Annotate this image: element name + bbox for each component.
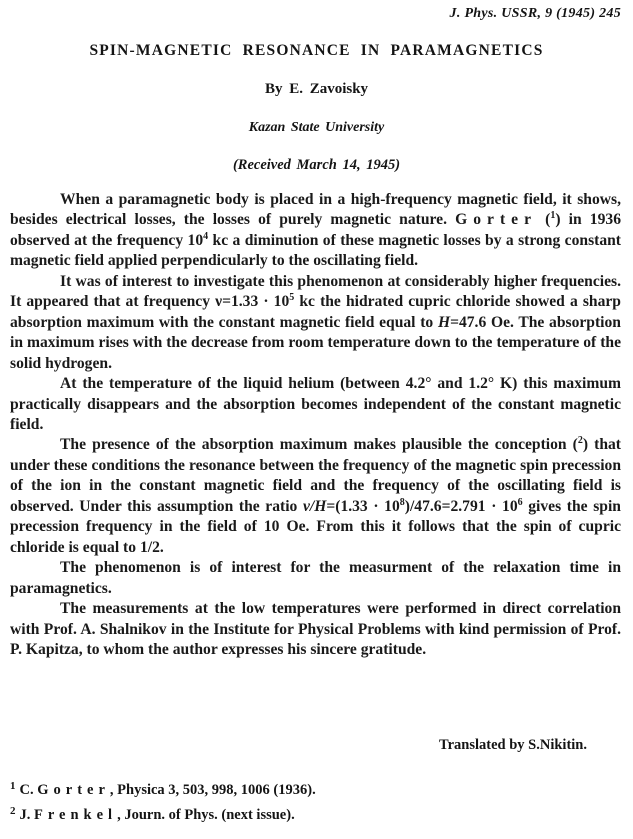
exponent: 5 [289, 292, 295, 304]
footnote-number: 2 [10, 805, 16, 817]
p1-text-c: kc a diminution of these magnetic losses by a strong constant magnetic field applied perpendicularly to the oscillating field. [10, 231, 621, 270]
footnote-author: Frenkel [34, 807, 118, 823]
paper-title: SPIN-MAGNETIC RESONANCE IN PARAMAGNETICS [89, 42, 544, 59]
p4-text-c: =(1.33 · 10 [326, 497, 400, 515]
article-body [10, 190, 621, 660]
paragraph-6: The measurements at the low temperatures were performed in direct correlation with Prof. A. Shalnikov in the Institute for Physical Problems with kind permission of Prof. P. Kapitza, to whom the author expresses his sincere gratitude. [10, 600, 621, 658]
paragraph-2 [10, 272, 621, 374]
reference-1[interactable]: 1 [550, 210, 556, 222]
footnote-initial: C. [19, 782, 38, 798]
reference-2[interactable]: 2 [577, 435, 583, 447]
p4-text-a: The presence of the absorption maximum makes plausible the conception ( [60, 436, 578, 454]
author-name-gorter: Gorter [455, 211, 537, 229]
affiliation: Kazan State University [248, 120, 385, 135]
footnote-citation: , Physica 3, 503, 998, 1006 (1936). [109, 782, 316, 798]
exponent: 4 [203, 230, 209, 242]
paragraph-1: When a paramagnetic body is placed in a high-frequency magnetic field, it shows, besides electrical losses, the losses of purely magnetic nature. Gorter ($^1$) in 1936 observed at the frequency $10^4$ kc a diminution of these magnetic losses by a strong constant magnetic field applied perpendicularly to the oscillating field. [10, 191, 621, 270]
p2-text-c: =47.6 Oe. The absorption in maximum rises with the decrease from room temperature down to the temperature of the solid hydrogen. [10, 313, 621, 372]
p1-text-b: in 1936 observed at the frequency 10 [10, 211, 621, 249]
footnotes [10, 776, 610, 826]
p2-text-a: It was of interest to investigate this phenomenon at considerably higher frequencies. It appeared that at frequency ν=1.33 · 10 [10, 272, 621, 311]
p4-text-d: )/47.6=2.791 · 10 [404, 497, 518, 515]
author-line: By E. Zavoisky [264, 81, 369, 97]
footnote-citation: , Journ. of Phys. (next issue). [117, 807, 295, 823]
paragraph-4 [10, 435, 621, 558]
p1-text-a: When a paramagnetic body is placed in a high-frequency magnetic field, it shows, besides electrical losses, the losses of purely magnetic nature. [10, 191, 621, 229]
footnote-initial: J. [19, 807, 34, 823]
received-date: (Received March 14, 1945) [232, 157, 401, 173]
exponent: 6 [517, 496, 523, 508]
paragraph-5: The phenomenon is of interest for the measurment of the relaxation time in paramagnetics. [10, 559, 621, 597]
translator-credit: Translated by S.Nikitin. [439, 737, 587, 753]
paragraph-3: At the temperature of the liquid helium (between 4.2° and 1.2° K) this maximum practically disappears and the absorption becomes independent of the constant magnetic field. [10, 375, 621, 433]
footnote-2 [10, 801, 610, 826]
p4-text-e: gives the spin precession frequency in the field of 10 Oe. From this it follows that the spin of cupric chloride is equal to 1/2. [10, 497, 621, 556]
footnote-number: 1 [10, 780, 16, 792]
symbol-h: H [437, 313, 451, 331]
footnote-author: Gorter [37, 782, 110, 798]
running-head: J. Phys. USSR, 9 (1945) 245 [449, 6, 621, 21]
ratio-symbol: ν/H [302, 497, 327, 515]
footnote-1 [10, 776, 610, 801]
exponent: 8 [399, 496, 405, 508]
p4-text-b: ) that under these conditions the resonance between the frequency of the magnetic spin precession of the ion in the constant magnetic field and the frequency of the oscillating field is observed. Under this assumption the ratio [10, 436, 621, 515]
p2-text-b: kc the hidrated cupric chloride showed a sharp absorption maximum with the constant magnetic field equal to [10, 293, 621, 331]
